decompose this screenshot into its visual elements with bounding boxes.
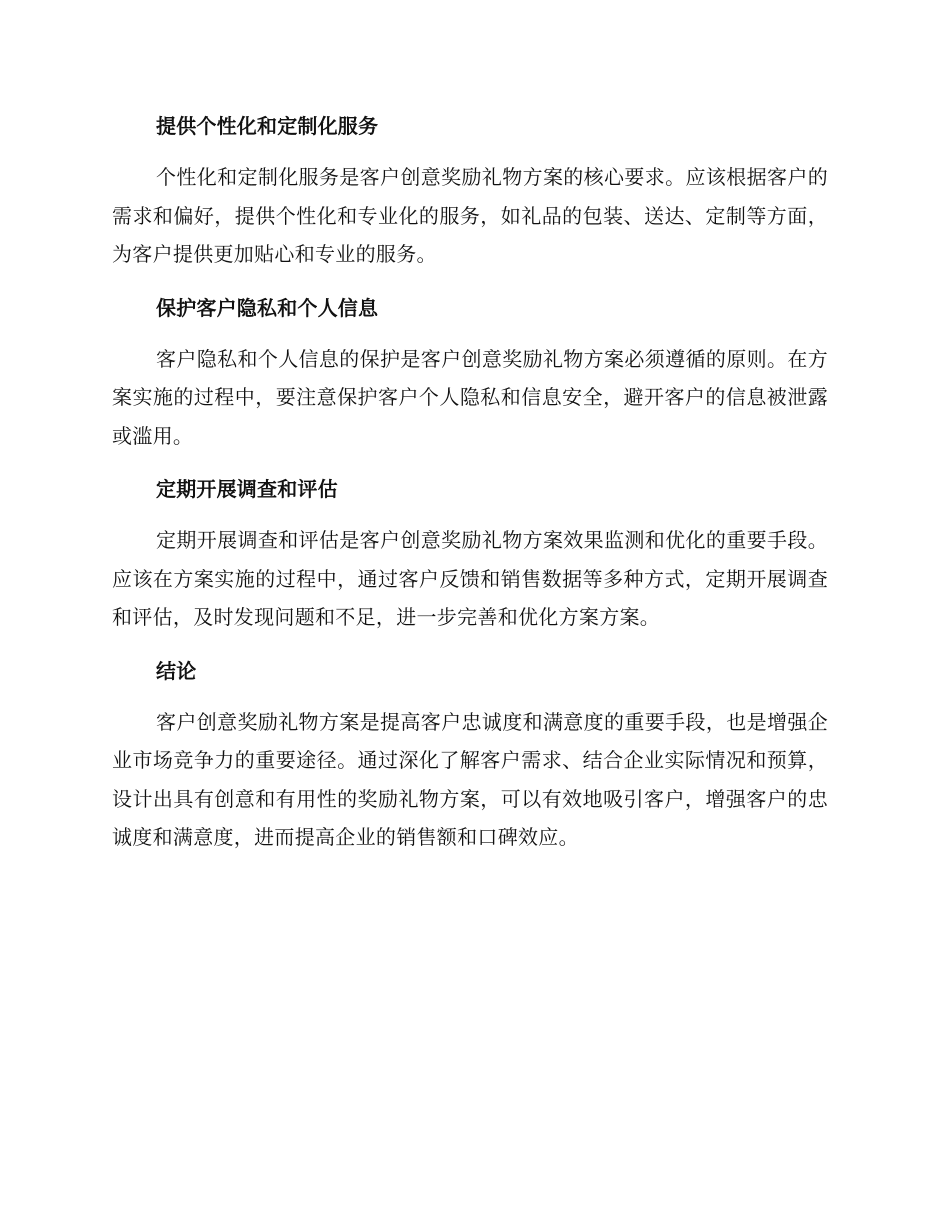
section-personalized-service <box>112 110 828 274</box>
section-heading: 提供个性化和定制化服务 <box>156 114 379 138</box>
section-paragraph: 个性化和定制化服务是客户创意奖励礼物方案的核心要求。应该根据客户的需求和偏好，提供个性化和专业化的服务，如礼品的包装、送达、定制等方面，为客户提供更加贴心和专业的服务。 <box>112 165 828 266</box>
section-paragraph: 客户隐私和个人信息的保护是客户创意奖励礼物方案必须遵循的原则。在方案实施的过程中，要注意保护客户个人隐私和信息安全，避开客户的信息被泄露或滥用。 <box>112 346 828 448</box>
section-privacy-protection <box>112 292 828 456</box>
section-survey-evaluation <box>112 473 828 637</box>
document-page <box>112 110 828 875</box>
section-conclusion <box>112 655 828 857</box>
section-heading: 结论 <box>156 658 197 683</box>
section-paragraph: 定期开展调查和评估是客户创意奖励礼物方案效果监测和优化的重要手段。应该在方案实施的过程中，通过客户反馈和销售数据等多种方式，定期开展调查和评估，及时发现问题和不足，进一步完善和优化方案方案。 <box>112 528 828 629</box>
section-heading: 保护客户隐私和个人信息 <box>156 295 379 320</box>
section-heading: 定期开展调查和评估 <box>156 477 338 501</box>
section-paragraph: 客户创意奖励礼物方案是提高客户忠诚度和满意度的重要手段，也是增强企业市场竞争力的重要途径。通过深化了解客户需求、结合企业实际情况和预算，设计出具有创意和有用性的奖励礼物方案，可以有效地吸引客户，增强客户的忠诚度和满意度，进而提高企业的销售额和口碑效应。 <box>112 709 828 849</box>
